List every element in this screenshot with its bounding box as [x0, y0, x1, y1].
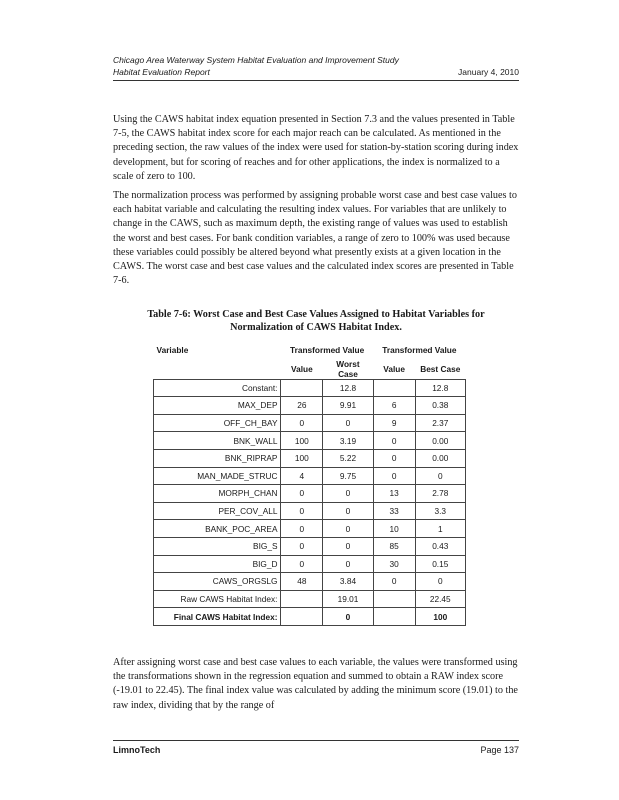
row-best-case: 2.37 [415, 414, 465, 432]
table-caption-line1: Table 7-6: Worst Case and Best Case Values Assigned to Habitat Variables for [147, 309, 485, 320]
subheader-blank [154, 359, 281, 380]
row-value-worst: 0 [281, 414, 323, 432]
paragraph-2: The normalization process was performed by assigning probable worst case and best case values to each habitat variable and calculating the resulting index values. For variables that are unlikely to change in the CAWS, such as maximum depth, the existing range of values was used to establish the worst and best cases. For bank condition variables, a range of zero to 100% was used because these variables could possibly be altered beyond what presently exists at a given location in the CAWS. The worst case and best case values and the calculated index scores are presented in Table 7-6. [113, 190, 517, 287]
row-label: BIG_D [154, 555, 281, 573]
table-row [154, 520, 466, 538]
row-best-case: 2.78 [415, 485, 465, 503]
row-label: BNK_RIPRAP [154, 449, 281, 467]
row-value-best: 13 [373, 485, 415, 503]
row-value-best: 0 [373, 467, 415, 485]
header-transformed-2: Transformed Value [382, 345, 457, 356]
header-transformed-1: Transformed Value [290, 345, 365, 356]
table-row [154, 379, 466, 397]
row-value-best: 85 [373, 537, 415, 555]
row-value-worst: 48 [281, 573, 323, 591]
raw-index-blank-2 [373, 590, 415, 608]
table-row [154, 414, 466, 432]
row-worst-case: 0 [323, 555, 374, 573]
row-value-best: 30 [373, 555, 415, 573]
raw-index-best: 22.45 [415, 590, 465, 608]
row-best-case: 1 [415, 520, 465, 538]
row-value-best: 6 [373, 397, 415, 415]
paragraph-1: Using the CAWS habitat index equation presented in Section 7.3 and the values presented in Table 7-5, the CAWS habitat index score for each major reach can be calculated. As mentioned in the preceding section, the raw values of the index were used for station-by-station scoring during index development, but for scoring of reaches and for other applications, the index is normalized to a scale of zero to 100. [113, 114, 519, 182]
row-value-best: 0 [373, 432, 415, 450]
final-index-row [154, 608, 466, 626]
table-row [154, 449, 466, 467]
row-worst-case: 3.84 [323, 573, 374, 591]
row-best-case: 12.8 [415, 379, 465, 397]
row-best-case: 0.00 [415, 432, 465, 450]
row-value-worst [281, 379, 323, 397]
row-label: Constant: [154, 379, 281, 397]
table-row [154, 555, 466, 573]
table-row [154, 485, 466, 503]
row-value-best: 33 [373, 502, 415, 520]
row-best-case: 0.00 [415, 449, 465, 467]
footer [113, 745, 519, 755]
row-value-worst: 100 [281, 432, 323, 450]
row-label: OFF_CH_BAY [154, 414, 281, 432]
footer-company: LimnoTech [113, 745, 161, 755]
table-caption-line2: Normalization of CAWS Habitat Index. [230, 322, 402, 333]
header-variable: Variable [156, 345, 189, 356]
row-worst-case: 0 [323, 502, 374, 520]
table-subheader-row [154, 359, 466, 380]
subheader-value-2: Value [383, 363, 405, 374]
row-best-case: 3.3 [415, 502, 465, 520]
row-value-best: 9 [373, 414, 415, 432]
final-index-worst: 0 [323, 608, 374, 626]
header-report-line [113, 67, 519, 78]
subheader-best-case: Best Case [420, 363, 461, 374]
table-row [154, 397, 466, 415]
row-worst-case: 9.75 [323, 467, 374, 485]
row-worst-case: 5.22 [323, 449, 374, 467]
row-value-worst: 100 [281, 449, 323, 467]
row-value-worst: 0 [281, 555, 323, 573]
table-row [154, 467, 466, 485]
row-value-worst: 0 [281, 502, 323, 520]
row-label: PER_COV_ALL [154, 502, 281, 520]
final-index-blank-1 [281, 608, 323, 626]
row-value-worst: 4 [281, 467, 323, 485]
row-label: MAX_DEP [154, 397, 281, 415]
row-value-worst: 0 [281, 485, 323, 503]
row-value-best: 0 [373, 449, 415, 467]
row-value-worst: 0 [281, 520, 323, 538]
table-caption [113, 308, 519, 334]
row-worst-case: 0 [323, 520, 374, 538]
row-label: MAN_MADE_STRUC [154, 467, 281, 485]
row-value-worst: 0 [281, 537, 323, 555]
header-study-title: Chicago Area Waterway System Habitat Evaluation and Improvement Study [113, 55, 399, 65]
row-worst-case: 9.91 [323, 397, 374, 415]
table-row [154, 573, 466, 591]
header-divider [113, 80, 519, 81]
raw-index-row [154, 590, 466, 608]
raw-index-blank-1 [281, 590, 323, 608]
row-label: MORPH_CHAN [154, 485, 281, 503]
row-best-case: 0 [415, 573, 465, 591]
row-value-best [373, 379, 415, 397]
header-date: January 4, 2010 [458, 67, 519, 77]
row-value-worst: 26 [281, 397, 323, 415]
subheader-value-1: Value [291, 363, 313, 374]
table-header-row [154, 342, 466, 359]
paragraph-3: After assigning worst case and best case values to each variable, the values were transformed using the transformations shown in the regression equation and summed to obtain a RAW index score (-19.01 to 22.45). The final index value was calculated by adding the minimum score (19.01) to the raw index, dividing that by the range of [113, 657, 518, 711]
row-best-case: 0.15 [415, 555, 465, 573]
row-worst-case: 0 [323, 485, 374, 503]
row-best-case: 0 [415, 467, 465, 485]
final-index-label: Final CAWS Habitat Index: [154, 608, 281, 626]
row-value-best: 0 [373, 573, 415, 591]
row-worst-case: 0 [323, 537, 374, 555]
final-index-best: 100 [415, 608, 465, 626]
table-row [154, 537, 466, 555]
row-worst-case: 12.8 [323, 379, 374, 397]
footer-page-number: Page 137 [480, 745, 519, 755]
row-best-case: 0.43 [415, 537, 465, 555]
row-label: BNK_WALL [154, 432, 281, 450]
subheader-worst-case: Worst Case [336, 358, 360, 379]
row-label: BANK_POC_AREA [154, 520, 281, 538]
raw-index-label: Raw CAWS Habitat Index: [154, 590, 281, 608]
row-label: BIG_S [154, 537, 281, 555]
final-index-blank-2 [373, 608, 415, 626]
table-row [154, 432, 466, 450]
habitat-variables-table [153, 342, 466, 626]
table-row [154, 502, 466, 520]
row-best-case: 0.38 [415, 397, 465, 415]
footer-divider [113, 740, 519, 741]
row-worst-case: 0 [323, 414, 374, 432]
row-label: CAWS_ORGSLG [154, 573, 281, 591]
raw-index-worst: 19.01 [323, 590, 374, 608]
row-value-best: 10 [373, 520, 415, 538]
header-report-title: Habitat Evaluation Report [113, 67, 210, 77]
row-worst-case: 3.19 [323, 432, 374, 450]
